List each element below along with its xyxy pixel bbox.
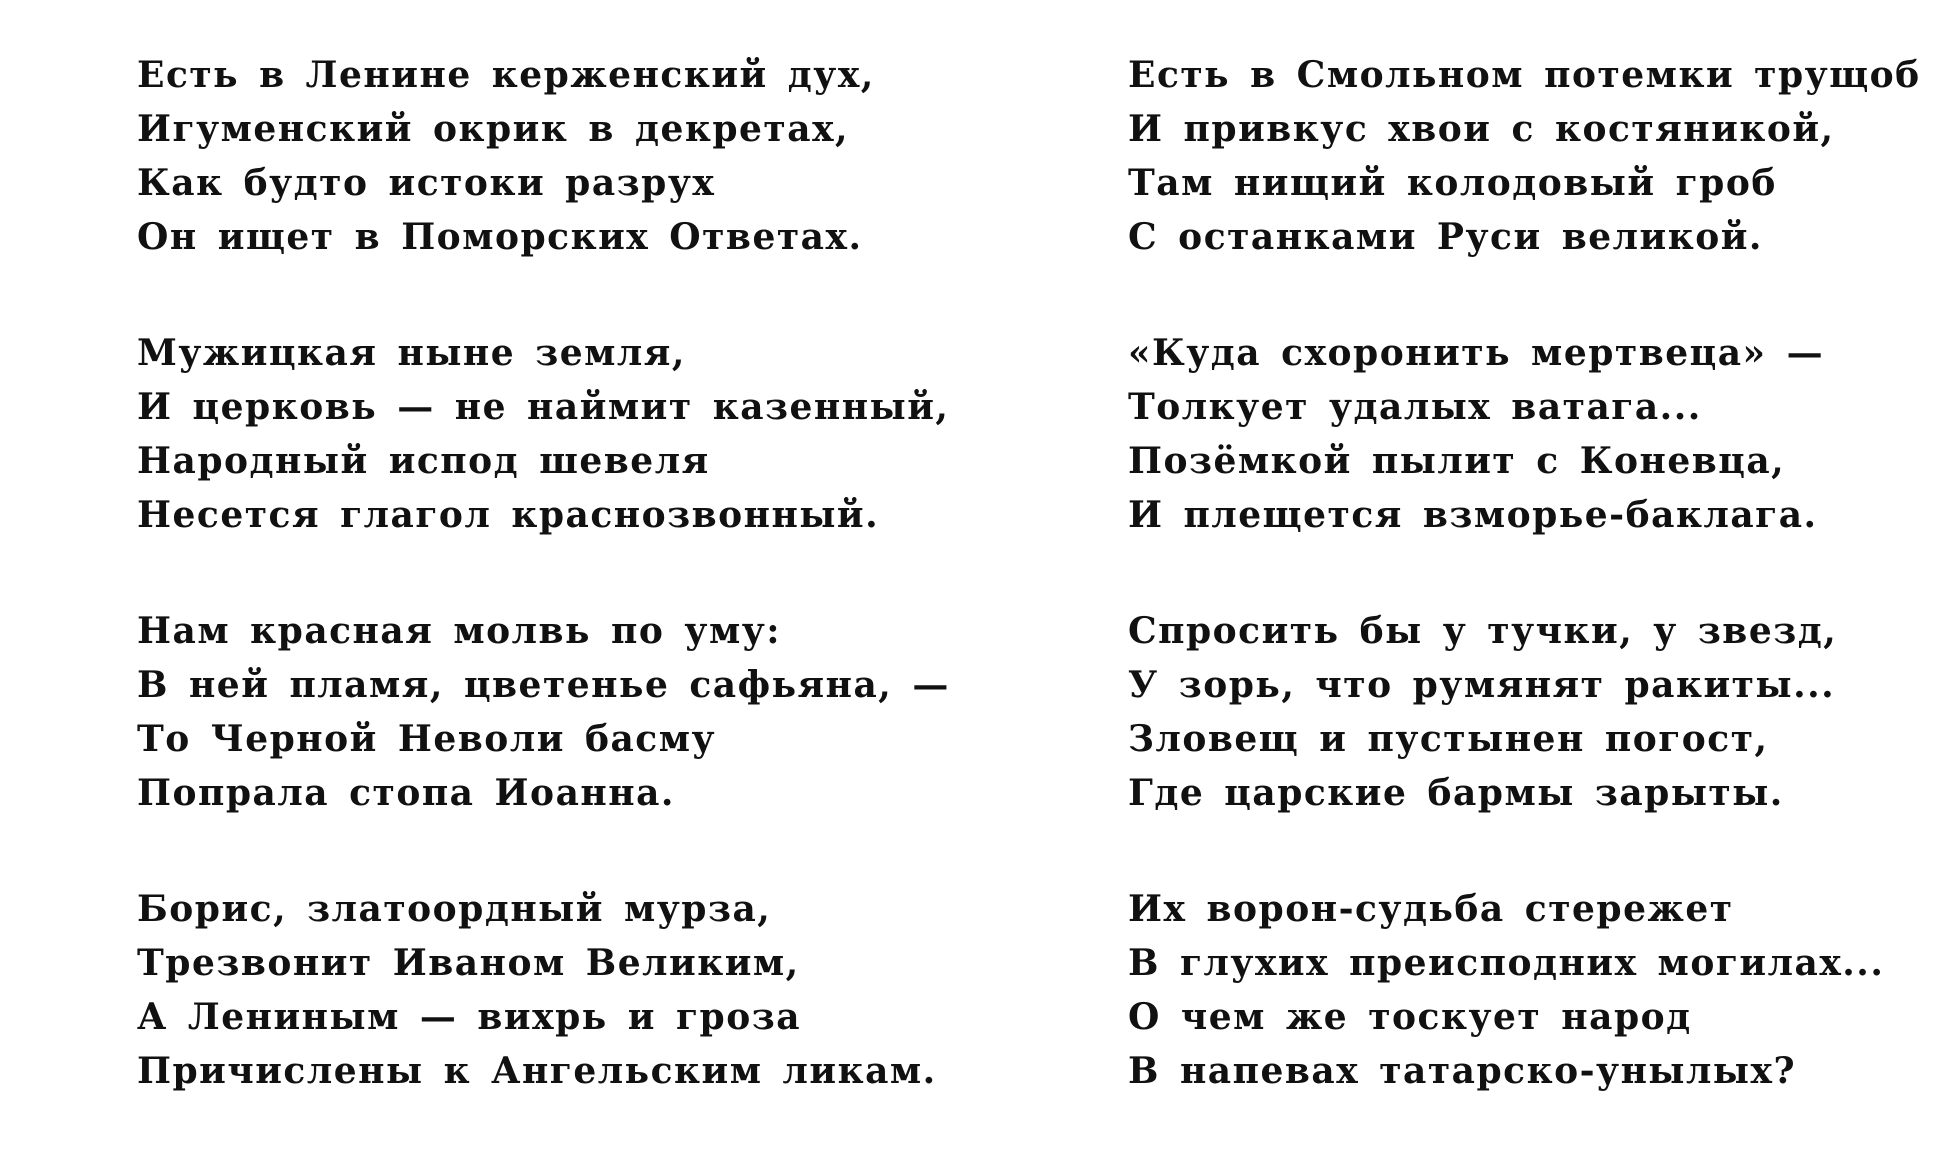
poem-line: То Черной Неволи басму (137, 718, 717, 760)
poem-line: Зловещ и пустынен погост, (1128, 718, 1769, 760)
poem-line: У зорь, что румянят ракиты... (1128, 664, 1836, 706)
stanza (137, 604, 950, 820)
poem-line: И плещется взморье-баклага. (1128, 494, 1818, 536)
poem-line: Попрала стопа Иоанна. (137, 772, 675, 814)
stanza (137, 882, 937, 1098)
poem-line: Толкует удалых ватага... (1128, 386, 1702, 428)
poem-line: Где царские бармы зарыты. (1128, 772, 1784, 814)
poem-line: И привкус хвои с костяникой, (1128, 108, 1835, 150)
poem-line: Борис, златоордный мурза, (137, 888, 772, 930)
stanza (1128, 48, 1921, 264)
poem-line: И церковь — не наймит казенный, (137, 386, 950, 428)
poem-line: А Лениным — вихрь и гроза (137, 996, 802, 1038)
poem-line: О чем же тоскует народ (1128, 996, 1692, 1038)
poem-line: Там нищий колодовый гроб (1128, 162, 1777, 204)
stanza (1128, 882, 1888, 1098)
poem-line: «Куда схоронить мертвеца» — (1128, 332, 1825, 374)
poem-line: Игуменский окрик в декретах, (137, 108, 850, 150)
poem-line: Несется глагол краснозвонный. (137, 494, 880, 536)
poem-line: Трезвонит Иваном Великим, (137, 942, 800, 984)
poem-line: Народный испод шевеля (137, 440, 710, 482)
stanza (1128, 326, 1888, 542)
poem-line: Спросить бы у тучки, у звезд, (1128, 610, 1838, 652)
poem-line: С останками Руси великой. (1128, 216, 1763, 258)
poem-column-right (1128, 48, 1921, 1160)
poem-column-left (137, 48, 950, 1160)
stanza (1128, 604, 1888, 820)
stanza (137, 326, 950, 542)
poem-line: Как будто истоки разрух (137, 162, 716, 204)
poem-line: Есть в Смольном потемки трущоб (1128, 54, 1921, 96)
poem-line: Есть в Ленине керженский дух, (137, 54, 875, 96)
stanza (137, 48, 897, 264)
poem-line: Нам красная молвь по уму: (137, 610, 782, 652)
poem-line: Позёмкой пылит с Коневца, (1128, 440, 1786, 482)
poem-line: Их ворон-судьба стережет (1128, 888, 1734, 930)
poem-line: Он ищет в Поморских Ответах. (137, 216, 863, 258)
poem-line: В напевах татарско-унылых? (1128, 1050, 1797, 1092)
poem-line: В глухих преисподних могилах... (1128, 942, 1885, 984)
poem-line: Причислены к Ангельским ликам. (137, 1050, 937, 1092)
poem-line: В ней пламя, цветенье сафьяна, — (137, 664, 950, 706)
poem-line: Мужицкая ныне земля, (137, 332, 686, 374)
